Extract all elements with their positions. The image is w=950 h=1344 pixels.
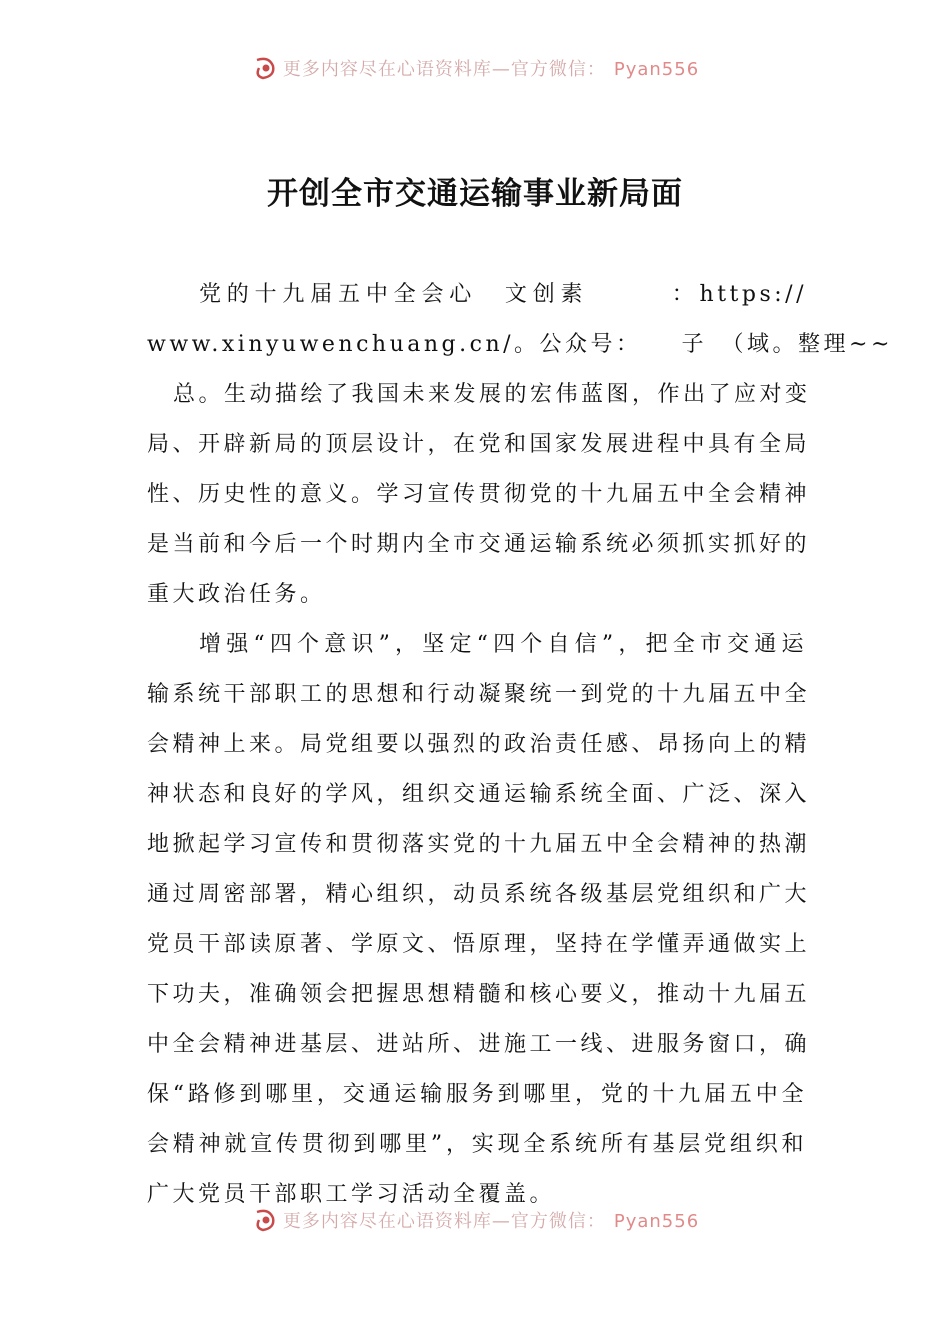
body-line: 广大党员干部职工学习活动全覆盖。 [147,1182,556,1207]
body-line: 性、历史性的意义。学习宣传贯彻党的十九届五中全会精神 [147,482,811,507]
watermark-banner-bottom [0,1212,950,1236]
body-line: 党员干部读原著、学原文、悟原理，坚持在学懂弄通做实上 [147,932,811,957]
body-line: 会精神就宣传贯彻到哪里”，实现全系统所有基层党组织和 [147,1132,807,1157]
watermark-id: Pyan556 [613,59,700,80]
body-line: www.xinyuwenchuang.cn/。公众号： 子 （域。整理~~ [147,332,893,357]
body-line: 地掀起学习宣传和贯彻落实党的十九届五中全会精神的热潮 [147,832,811,857]
body-line: 通过周密部署，精心组织，动员系统各级基层党组织和广大 [147,882,811,907]
logo-icon [251,54,279,82]
body-line: 中全会精神进基层、进站所、进施工一线、进服务窗口，确 [147,1032,811,1057]
watermark-id: Pyan556 [613,1211,700,1232]
watermark-banner-top [0,60,950,84]
body-line: 局、开辟新局的顶层设计，在党和国家发展进程中具有全局 [147,432,811,457]
body-line: 总。生动描绘了我国未来发展的宏伟蓝图，作出了应对变 [173,382,811,407]
document-title: 开创全市交通运输事业新局面 [267,176,683,212]
body-line: 增强“四个意识”，坚定“四个自信”，把全市交通运 [199,632,807,657]
watermark-text: 更多内容尽在心语资料库—官方微信： Pyan556 [282,1211,700,1232]
body-line: 会精神上来。局党组要以强烈的政治责任感、昂扬向上的精 [147,732,811,757]
body-line: 神状态和良好的学风，组织交通运输系统全面、广泛、深入 [147,782,811,807]
body-line: 党的十九届五中全会心 文创素 ：https:// [199,282,807,307]
logo-icon [251,1206,279,1234]
body-line: 重大政治任务。 [147,582,326,607]
watermark-text: 更多内容尽在心语资料库—官方微信： Pyan556 [282,59,700,80]
body-line: 输系统干部职工的思想和行动凝聚统一到党的十九届五中全 [147,682,811,707]
body-line: 下功夫，准确领会把握思想精髓和核心要义，推动十九届五 [147,982,811,1007]
body-line: 保“路修到哪里，交通运输服务到哪里，党的十九届五中全 [147,1082,807,1107]
body-line: 是当前和今后一个时期内全市交通运输系统必须抓实抓好的 [147,532,811,557]
document-body [147,270,893,1220]
